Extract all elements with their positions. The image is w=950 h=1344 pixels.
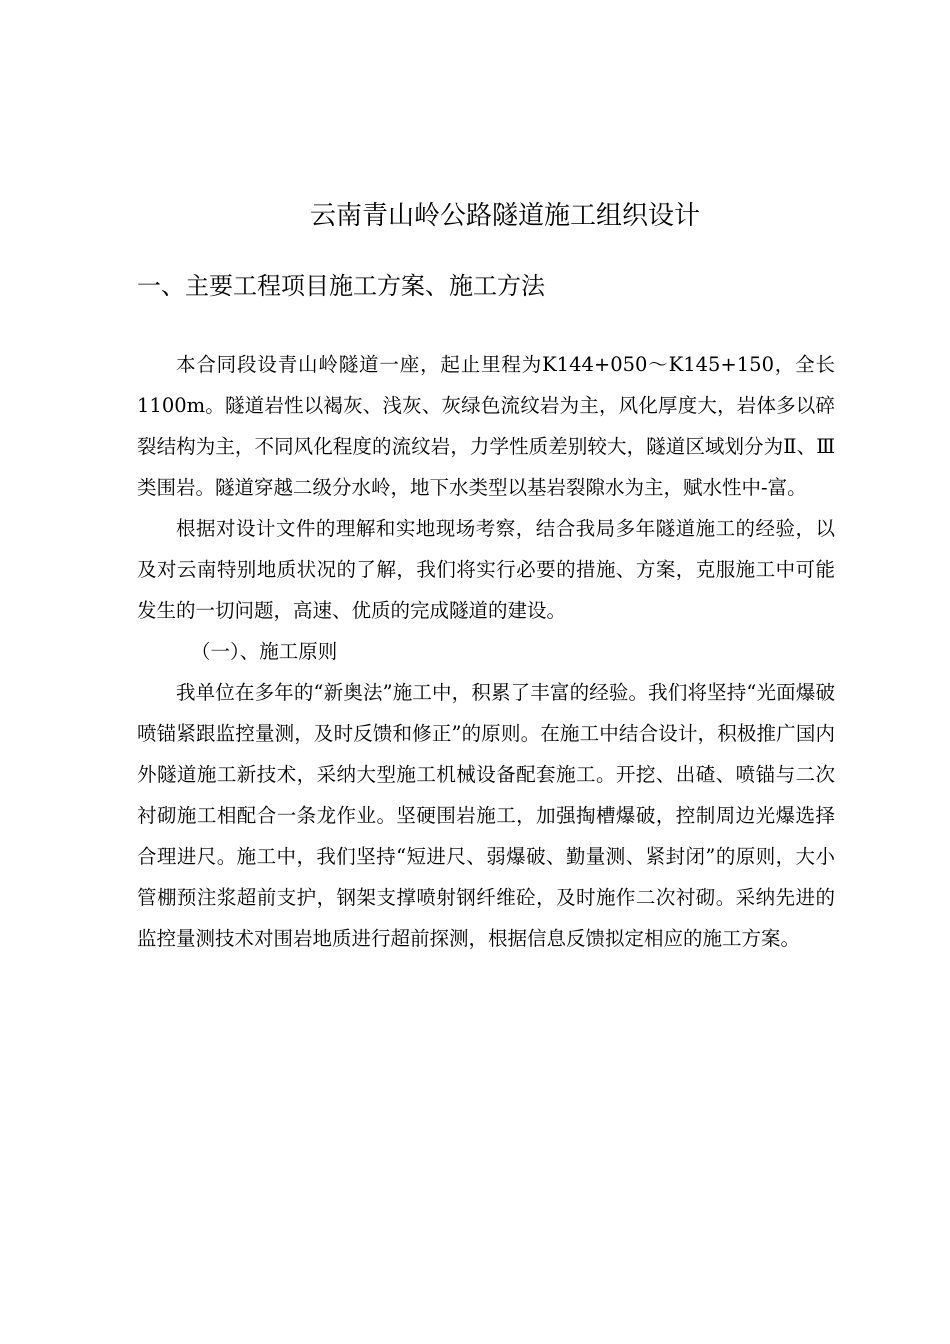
document-title: 云南青山岭公路隧道施工组织设计 [309, 201, 700, 231]
section-heading: 一、主要工程项目施工方案、施工方法 [137, 272, 545, 300]
paragraph-project-overview: 本合同段设青山岭隧道一座，起止里程为K144+050～K145+150，全长1100m。隧道岩性以褐灰、浅灰、灰绿色流纹岩为主，风化厚度大，岩体多以碎裂结构为主，不同风化程度的流纹岩，力学性质差别较大，隧道区域划分为Ⅱ、Ⅲ类围岩。隧道穿越二级分水岭，地下水类型以基岩裂隙水为主，赋水性中-富。 [137, 353, 835, 499]
paragraph-construction-principles: 我单位在多年的“新奥法”施工中，积累了丰富的经验。我们将坚持“光面爆破喷锚紧跟监控量测，及时反馈和修正”的原则。在施工中结合设计，积极推广国内外隧道施工新技术，采纳大型施工机械设备配套施工。开挖、出碴、喷锚与二次衬砌施工相配合一条龙作业。坚硬围岩施工，加强掏槽爆破，控制周边光爆选择合理进尺。施工中，我们坚持“短进尺、弱爆破、勤量测、紧封闭”的原则，大小管棚预注浆超前支护，钢架支撑喷射钢纤维砼，及时施作二次衬砌。采纳先进的监控量测技术对围岩地质进行超前探测，根据信息反馈拟定相应的施工方案。 [137, 681, 835, 950]
paragraph-construction-approach: 根据对设计文件的理解和实地现场考察，结合我局多年隧道施工的经验，以及对云南特别地质状况的了解，我们将实行必要的措施、方案，克服施工中可能发生的一切问题，高速、优质的完成隧道的建设。 [137, 517, 835, 622]
subsection-heading: （一）、施工原则 [191, 640, 338, 663]
document-body [137, 344, 835, 959]
